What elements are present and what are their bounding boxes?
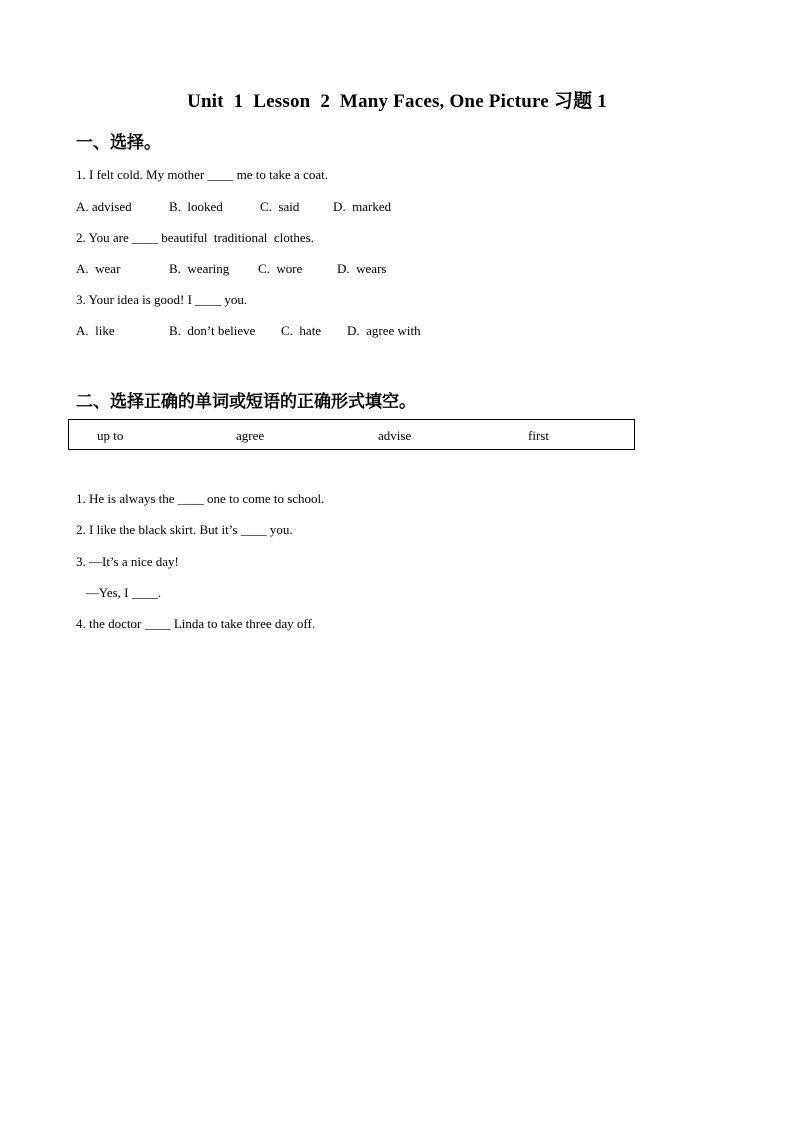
word-bank-item: up to: [97, 428, 124, 443]
option-a: A. wear: [76, 261, 121, 276]
option-b: B. don’t believe: [169, 323, 256, 338]
word-bank-box: [68, 419, 635, 450]
option-a: A. like: [76, 323, 115, 338]
fill-in-line-3: 3. —It’s a nice day!: [76, 554, 179, 569]
option-b: B. looked: [169, 199, 223, 214]
fill-in-line-2: 2. I like the black skirt. But it’s ____ you.: [76, 522, 293, 537]
option-d: D. wears: [337, 261, 387, 276]
question-1-stem: 1. I felt cold. My mother ____ me to take a coat.: [76, 167, 328, 182]
option-a: A. advised: [76, 199, 132, 214]
option-b: B. wearing: [169, 261, 230, 276]
option-c: C. wore: [258, 261, 303, 276]
section-2-heading: 二、选择正确的单词或短语的正确形式填空。: [76, 392, 416, 412]
question-3-stem: 3. Your idea is good! I ____ you.: [76, 292, 248, 307]
section-1-heading: 一、选择。: [76, 133, 161, 153]
option-d: D. marked: [333, 199, 392, 214]
word-bank-item: agree: [236, 428, 265, 443]
question-2-stem: 2. You are ____ beautiful traditional clothes.: [76, 230, 314, 245]
fill-in-line-1: 1. He is always the ____ one to come to school.: [76, 491, 325, 506]
option-c: C. said: [260, 199, 300, 214]
word-bank-item: advise: [378, 428, 412, 443]
fill-in-line-3-reply: —Yes, I ____.: [76, 585, 161, 600]
word-bank-item: first: [528, 428, 549, 443]
option-d: D. agree with: [347, 323, 421, 338]
option-c: C. hate: [281, 323, 322, 338]
page-title: Unit 1 Lesson 2 Many Faces, One Picture 习题 1: [187, 91, 607, 112]
fill-in-line-4: 4. the doctor ____ Linda to take three day off.: [76, 616, 316, 631]
